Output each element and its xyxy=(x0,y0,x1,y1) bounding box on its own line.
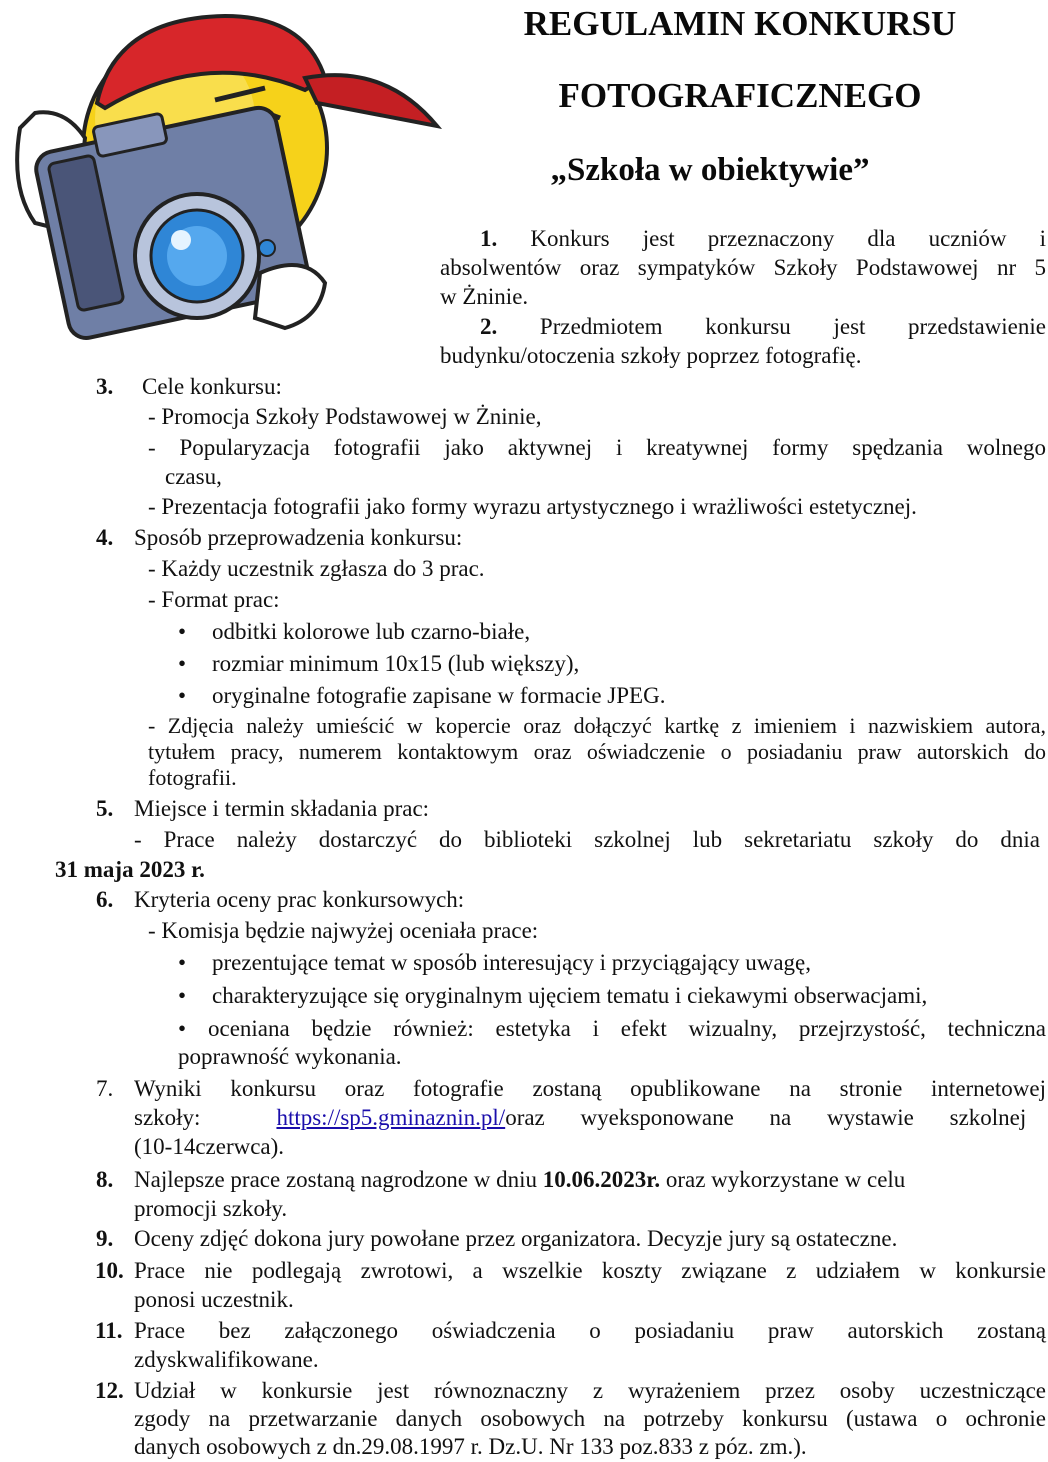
rule-1-line2: absolwentów oraz sympatyków Szkoły Podstawowej nr 5 xyxy=(440,255,1046,280)
rule-4-note-line1: - Zdjęcia należy umieścić w kopercie oraz dołączyć kartkę z imieniem i nazwiskiem autora, xyxy=(148,713,1046,738)
rule-8-line2: promocji szkoły. xyxy=(134,1196,288,1221)
rule-12-line1: Udział w konkursie jest równoznaczny z wyrażeniem przez osoby uczestniczące xyxy=(134,1378,1046,1403)
rule-10-line2: ponosi uczestnik. xyxy=(134,1287,294,1312)
rule-5-date: 31 maja 2023 r. xyxy=(55,857,205,882)
rule-7-line2 xyxy=(134,1103,1046,1132)
rule-10-number: 10. xyxy=(95,1258,124,1283)
rule-4-item2: - Format prac: xyxy=(148,587,280,612)
rule-5-line1: - Prace należy dostarczyć do biblioteki szkolnej lub sekretariatu szkoły do dnia xyxy=(134,827,1040,852)
rule-6-label: Kryteria oceny prac konkursowych: xyxy=(134,887,465,912)
rule-7-text-b: oraz wyeksponowane na wystawie szkolnej xyxy=(505,1105,1027,1130)
rule-4-note-line2: tytułem pracy, numerem kontaktowym oraz oświadczenie o posiadaniu praw autorskich do xyxy=(148,739,1046,764)
rule-4-bullet3 xyxy=(178,681,665,710)
rule-3-item1: - Promocja Szkoły Podstawowej w Żninie, xyxy=(148,404,542,429)
document-title-line2: FOTOGRAFICZNEGO xyxy=(558,76,922,115)
rule-8-date: 10.06.2023r. xyxy=(542,1167,661,1192)
rule-3-label: Cele konkursu: xyxy=(142,374,282,399)
rule-11-number: 11. xyxy=(95,1318,123,1343)
rule-8-text-a: Najlepsze prace zostaną nagrodzone w dniu xyxy=(134,1167,537,1192)
rule-3-item2-line1: - Popularyzacja fotografii jako aktywnej i kreatywnej formy spędzania wolnego xyxy=(148,435,1046,460)
rule-2-line2: budynku/otoczenia szkoły poprzez fotografię. xyxy=(440,343,862,368)
rule-3-number: 3. xyxy=(96,374,114,399)
rule-12-line2: zgody na przetwarzanie danych osobowych na potrzeby konkursu (ustawa o ochronie xyxy=(134,1406,1046,1431)
bullet-icon: • xyxy=(178,683,187,708)
rule-3-item2-line2: czasu, xyxy=(165,464,222,489)
bullet-text: prezentujące temat w sposób interesujący i przyciągający uwagę, xyxy=(212,950,812,975)
rule-4-label: Sposób przeprowadzenia konkursu: xyxy=(134,525,463,550)
rule-5-label: Miejsce i termin składania prac: xyxy=(134,796,430,821)
rule-8-line1 xyxy=(134,1165,1046,1194)
rule-4-note-line3: fotografii. xyxy=(148,765,237,790)
mascot-camera-illustration xyxy=(5,8,445,363)
rule-1-line3: w Żninie. xyxy=(440,284,529,309)
rule-9-text: Oceny zdjęć dokona jury powołane przez organizatora. Decyzje jury są ostateczne. xyxy=(134,1226,898,1251)
rule-11-line2: zdyskwalifikowane. xyxy=(134,1347,319,1372)
school-website-link[interactable]: https://sp5.gminaznin.pl/ xyxy=(276,1105,506,1130)
rule-11-line1: Prace bez załączonego oświadczenia o posiadaniu praw autorskich zostaną xyxy=(134,1318,1046,1343)
rule-6-bullet3-line2: poprawność wykonania. xyxy=(178,1044,402,1069)
rule-4-item1: - Każdy uczestnik zgłasza do 3 prac. xyxy=(148,556,485,581)
rule-1-line1 xyxy=(440,224,1046,253)
rule-6-bullet1 xyxy=(178,948,811,977)
rule-4-bullet1 xyxy=(178,617,530,646)
bullet-icon: • xyxy=(178,950,187,975)
rule-text: Przedmiotem konkursu jest przedstawienie xyxy=(539,314,1046,339)
rule-6-bullet2 xyxy=(178,981,927,1010)
rule-7-link-wrap xyxy=(276,1103,1046,1132)
rule-8-number: 8. xyxy=(96,1167,114,1192)
rule-9-number: 9. xyxy=(96,1226,114,1251)
rule-2-line1 xyxy=(440,312,1046,341)
bullet-icon: • xyxy=(178,651,187,676)
rule-7-line1: Wyniki konkursu oraz fotografie zostaną opublikowane na stronie internetowej xyxy=(134,1076,1046,1101)
bullet-icon: • xyxy=(178,983,187,1008)
rule-4-number: 4. xyxy=(96,525,114,550)
rule-number: 1. xyxy=(480,226,498,251)
rule-7-text-a: szkoły: xyxy=(134,1105,201,1130)
rule-12-line3: danych osobowych z dn.29.08.1997 r. Dz.U. Nr 133 poz.833 z póz. zm.). xyxy=(134,1434,807,1459)
rule-3-item3: - Prezentacja fotografii jako formy wyrazu artystycznego i wrażliwości estetycznej. xyxy=(148,494,917,519)
rule-number: 2. xyxy=(480,314,498,339)
bullet-text: rozmiar minimum 10x15 (lub większy), xyxy=(212,651,580,676)
bullet-text: oryginalne fotografie zapisane w formacie JPEG. xyxy=(212,683,666,708)
rule-8-text-b: oraz wykorzystane w celu xyxy=(665,1167,906,1192)
rule-text: Konkurs jest przeznaczony dla uczniów i xyxy=(530,226,1047,251)
rule-5-number: 5. xyxy=(96,796,114,821)
document-title-line1: REGULAMIN KONKURSU xyxy=(523,4,957,43)
rule-7-number: 7. xyxy=(96,1076,114,1101)
bullet-icon: • xyxy=(178,1016,187,1041)
bullet-text: odbitki kolorowe lub czarno-białe, xyxy=(212,619,531,644)
rule-6-number: 6. xyxy=(96,887,114,912)
rule-6-item1: - Komisja będzie najwyżej oceniała prace: xyxy=(148,918,539,943)
rule-4-bullet2 xyxy=(178,649,579,678)
rule-10-line1: Prace nie podlegają zwrotowi, a wszelkie koszty związane z udziałem w konkursie xyxy=(134,1258,1046,1283)
rule-6-bullet3-line1 xyxy=(178,1014,1046,1043)
bullet-text: oceniana będzie również: estetyka i efekt wizualny, przejrzystość, techniczna xyxy=(208,1016,1046,1041)
bullet-text: charakteryzujące się oryginalnym ujęciem tematu i ciekawymi obserwacjami, xyxy=(212,983,928,1008)
document-subtitle: „Szkoła w obiektywie” xyxy=(550,152,870,188)
rule-7-line3: (10-14czerwca). xyxy=(134,1134,285,1159)
bullet-icon: • xyxy=(178,619,187,644)
rule-12-number: 12. xyxy=(95,1378,124,1403)
